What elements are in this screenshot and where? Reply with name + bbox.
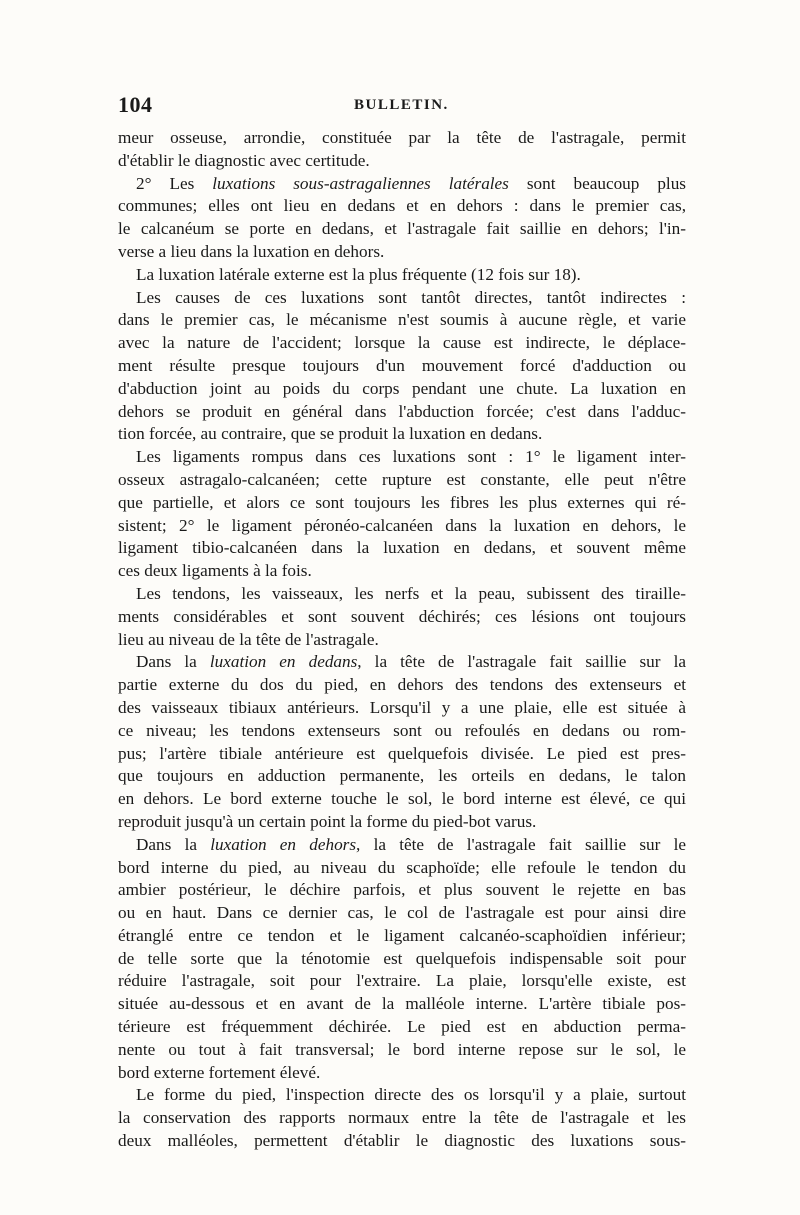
text-line: étranglé entre ce tendon et le ligament calcanéo-scaphoïdien inférieur; [118,925,686,945]
text-run: Dans la [136,834,211,854]
running-head: BULLETIN. [354,97,449,113]
text-line [118,173,686,196]
text-line: meur osseuse, arrondie, constituée par la tête de l'astragale, permit [118,128,686,147]
text-line: communes; elles ont lieu en dedans et en dehors : dans le premier cas, [118,196,686,216]
text-line: Les ligaments rompus dans ces luxations sont : 1° le ligament inter- [136,447,686,467]
page-header [118,92,686,122]
text-line: d'abduction joint au poids du corps pendant une chute. La luxation en [118,378,686,398]
text-run: 2° Les [136,173,213,193]
text-run: sont beaucoup plus [508,173,686,193]
text-line: en dehors. Le bord externe touche le sol, le bord interne est élevé, ce qui [118,789,686,809]
text-line: située au-dessous et en avant de la malléole interne. L'artère tibiale pos- [118,994,686,1014]
text-line: bord interne du pied, au niveau du scaphoïde; elle refoule le tendon du [118,857,686,877]
body-text [118,127,686,1153]
text-run: Dans la [136,652,210,672]
text-line: lieu au niveau de la tête de l'astragale. [118,629,379,649]
italic-phrase: luxations sous-astragaliennes latérales [212,173,509,193]
text-line: le calcanéum se porte en dedans, et l'astragale fait saillie en dehors; l'in- [118,219,686,239]
text-line: nente ou tout à fait transversal; le bord interne repose sur le sol, le [118,1039,686,1059]
text-line: sistent; 2° le ligament péronéo-calcanéen dans la luxation en dehors, le [118,515,686,535]
text-line: réduire l'astragale, soit pour l'extraire. La plaie, lorsqu'elle existe, est [118,971,686,991]
text-line: térieure est fréquemment déchirée. Le pied est en abduction perma- [118,1017,686,1037]
text-line: Les causes de ces luxations sont tantôt directes, tantôt indirectes : [136,287,686,307]
text-line: deux malléoles, permettent d'établir le diagnostic des luxations sous- [118,1131,686,1151]
text-line: Les tendons, les vaisseaux, les nerfs et la peau, subissent des tiraille- [136,583,686,603]
text-line: La luxation latérale externe est la plus fréquente (12 fois sur 18). [136,264,581,284]
text-line: de telle sorte que la ténotomie est quelquefois indispensable soit pour [118,948,686,968]
text-line: que toujours en adduction permanente, les orteils en dedans, le talon [118,766,686,786]
text-line: reproduit jusqu'à un certain point la forme du pied-bot varus. [118,811,537,831]
text-line: ce niveau; les tendons extenseurs sont ou refoulés en dedans ou rom- [118,720,686,740]
italic-phrase: luxation en dedans [209,652,358,672]
text-line: des vaisseaux tibiaux antérieurs. Lorsqu'il y a une plaie, elle est située à [118,697,686,717]
text-line: ces deux ligaments à la fois. [118,561,312,581]
text-run: , la tête de l'astragale fait saillie sur le [356,834,686,854]
text-line: osseux astragalo-calcanéen; cette rupture est constante, elle peut n'être [118,469,686,489]
text-line: Le forme du pied, l'inspection directe des os lorsqu'il y a plaie, surtout [136,1085,686,1105]
text-line: partie externe du dos du pied, en dehors des tendons des extenseurs et [118,675,686,695]
text-line: ligament tibio-calcanéen dans la luxation en dedans, et souvent même [118,538,686,558]
text-line: ambier postérieur, le déchire parfois, et plus souvent le rejette en bas [118,880,686,900]
page-number: 104 [118,92,153,117]
italic-phrase: luxation en dehors [210,834,357,854]
text-line: ments considérables et sont souvent déchirés; ces lésions ont toujours [118,606,686,626]
text-line: dehors se produit en général dans l'abduction forcée; c'est dans l'adduc- [118,401,686,421]
text-line: ment résulte presque toujours d'un mouvement forcé d'adduction ou [118,355,686,375]
text-line [118,651,686,674]
text-line: ou en haut. Dans ce dernier cas, le col de l'astragale est pour ainsi dire [118,903,686,923]
text-run: , la tête de l'astragale fait saillie sur la [357,652,686,672]
text-line: avec la nature de l'accident; lorsque la cause est indirecte, le déplace- [118,333,686,353]
text-line: verse a lieu dans la luxation en dehors. [118,241,385,261]
text-line: tion forcée, au contraire, que se produit la luxation en dedans. [118,424,543,444]
text-line: d'établir le diagnostic avec certitude. [118,150,370,170]
text-line [118,834,686,857]
text-line: pus; l'artère tibiale antérieure est quelquefois divisée. Le pied est pres- [118,743,686,763]
text-line: que partielle, et alors ce sont toujours les fibres les plus externes qui ré- [118,492,686,512]
text-line: dans le premier cas, le mécanisme n'est soumis à aucune règle, et varie [118,310,686,330]
text-line: bord externe fortement élevé. [118,1062,321,1082]
text-line: la conservation des rapports normaux entre la tête de l'astragale et les [118,1108,686,1128]
